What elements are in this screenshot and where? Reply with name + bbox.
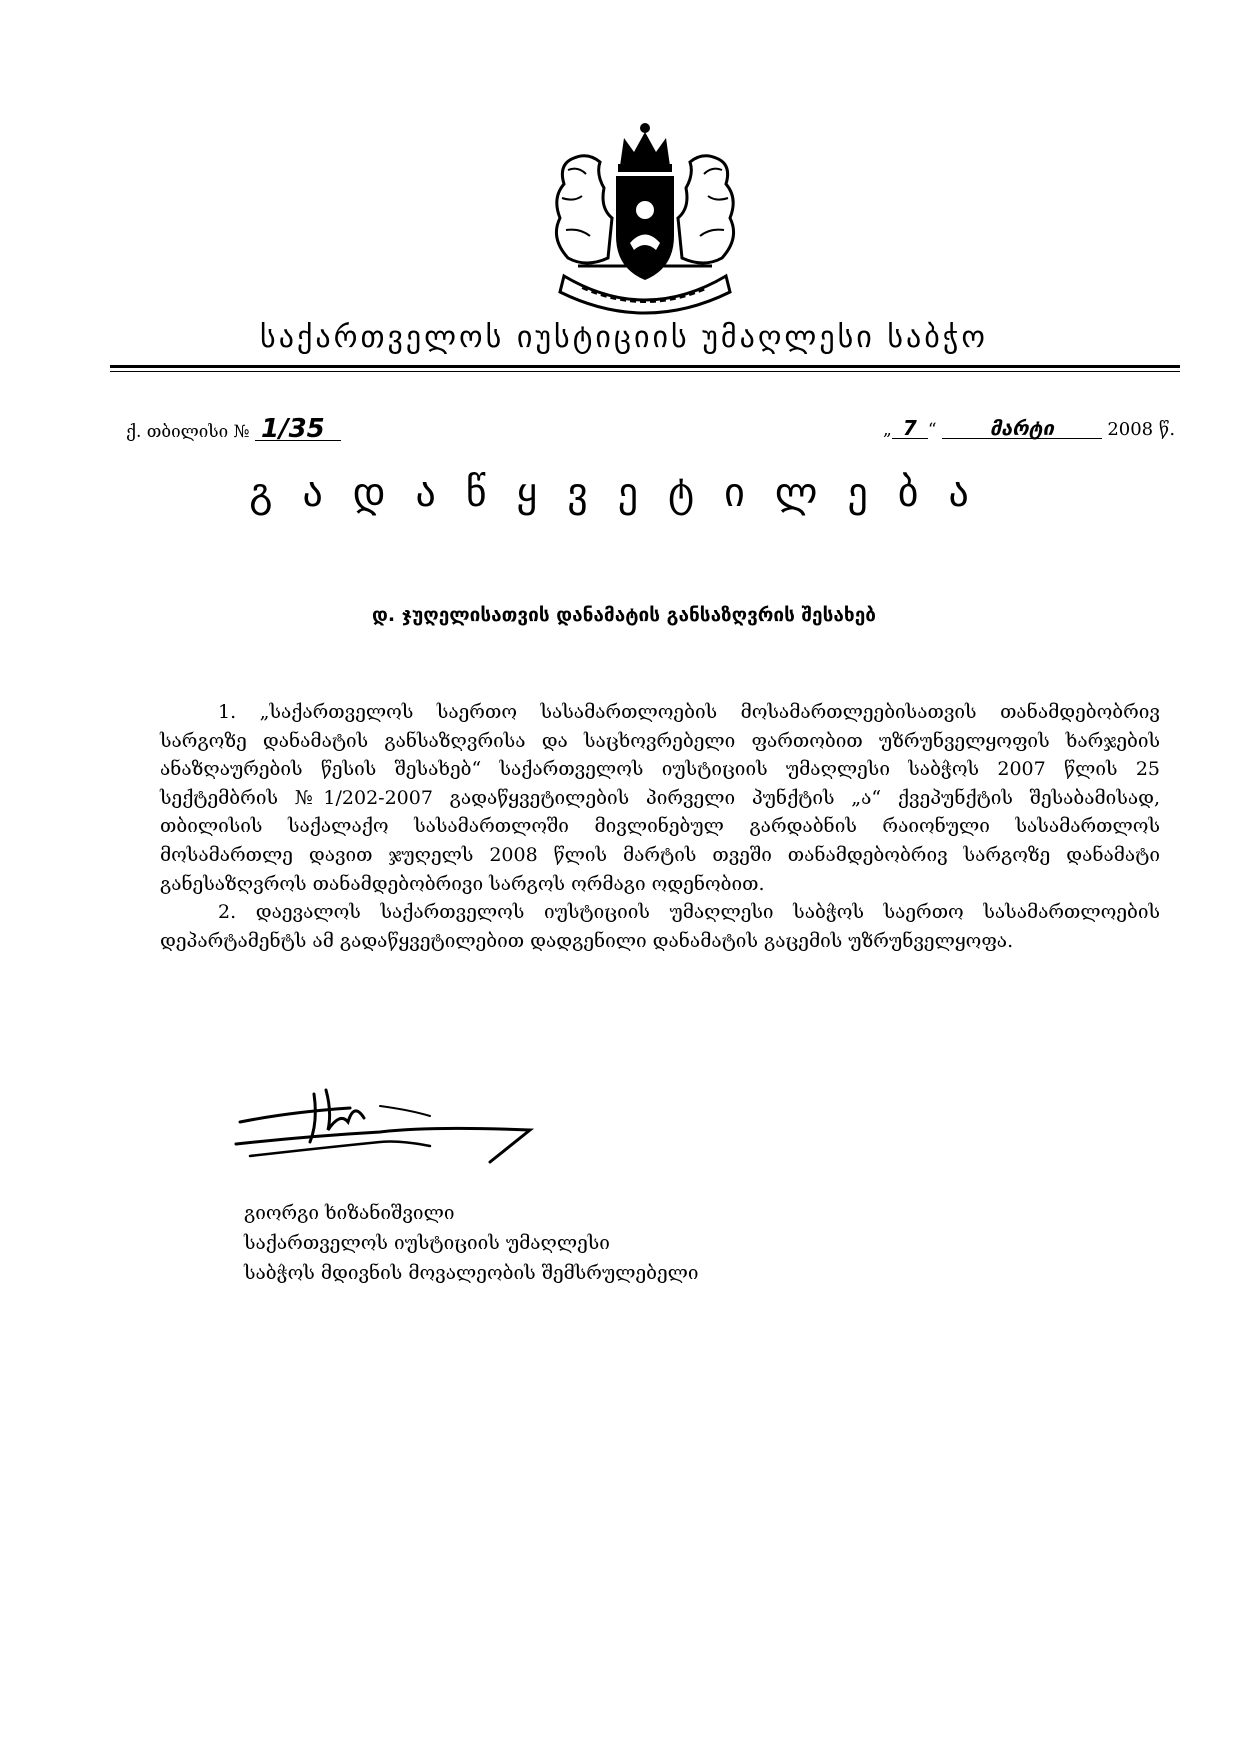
header-divider-thin [110, 371, 1180, 372]
coat-of-arms-icon [538, 118, 752, 318]
signer-title-line-2: საბჭოს მდივნის მოვალეობის შემსრულებელი [244, 1262, 699, 1284]
document-number: 1/35 [255, 418, 341, 441]
signer-title-line-1: საქართველოს იუსტიციის უმაღლესი [244, 1232, 610, 1254]
document-subject: დ. ჯუღელისათვის დანამატის განსაზღვრის შესახებ [372, 604, 876, 626]
paragraph-1: 1. „საქართველოს საერთო სასამართლოების მოსამართლეებისათვის თანამდებობრივ სარგოზე დანამატის განსაზღვრისა და საცხოვრებელი ფართობით უზრუნველყოფის ხარჯების ანაზღაურების წესის შესახებ“ საქართველოს იუსტიციის უმაღლესი საბჭოს 2007 წლის 25 სექტემბრის №1/202-2007 გადაწყვეტილების პირველი პუნქტის „ა“ ქვეპუნქტის შესაბამისად, თბილისის საქალაქო სასამართლოში მივლინებულ გარდაბნის რაიონული სასამართლოს მოსამართლე დავით ჯუღელს 2008 წლის მარტის თვეში თანამდებობრივ სარგოზე დანამატი განესაზღვროს თანამდებობრივი სარგოს ორმაგი ოდენობით. [160, 701, 1160, 895]
document-number-line [126, 414, 341, 444]
signer-name: გიორგი ხიზანიშვილი [244, 1202, 455, 1224]
paragraph-2: 2. დაევალოს საქართველოს იუსტიციის უმაღლესი საბჭოს საერთო სასამართლოების დეპარტამენტს ამ გადაწყვეტილებით დადგენილი დანამატის გაცემის უზრუნველყოფა. [160, 901, 1160, 952]
signer-block [244, 1198, 699, 1288]
date-day: 7 [892, 418, 928, 439]
document-type-title: გადაწყვეტილება [249, 470, 999, 516]
handwritten-signature [230, 1082, 560, 1170]
date-year: 2008 წ. [1107, 419, 1176, 440]
city-label: ქ. თბილისი № [126, 422, 250, 442]
date-month: მარტი [942, 418, 1102, 439]
document-body [160, 698, 1160, 955]
institution-name: საქართველოს იუსტიციის უმაღლესი საბჭო [260, 320, 988, 355]
header-divider-thick [110, 365, 1180, 368]
document-date: „ 7 “ მარტი 2008 წ. [883, 416, 1176, 440]
